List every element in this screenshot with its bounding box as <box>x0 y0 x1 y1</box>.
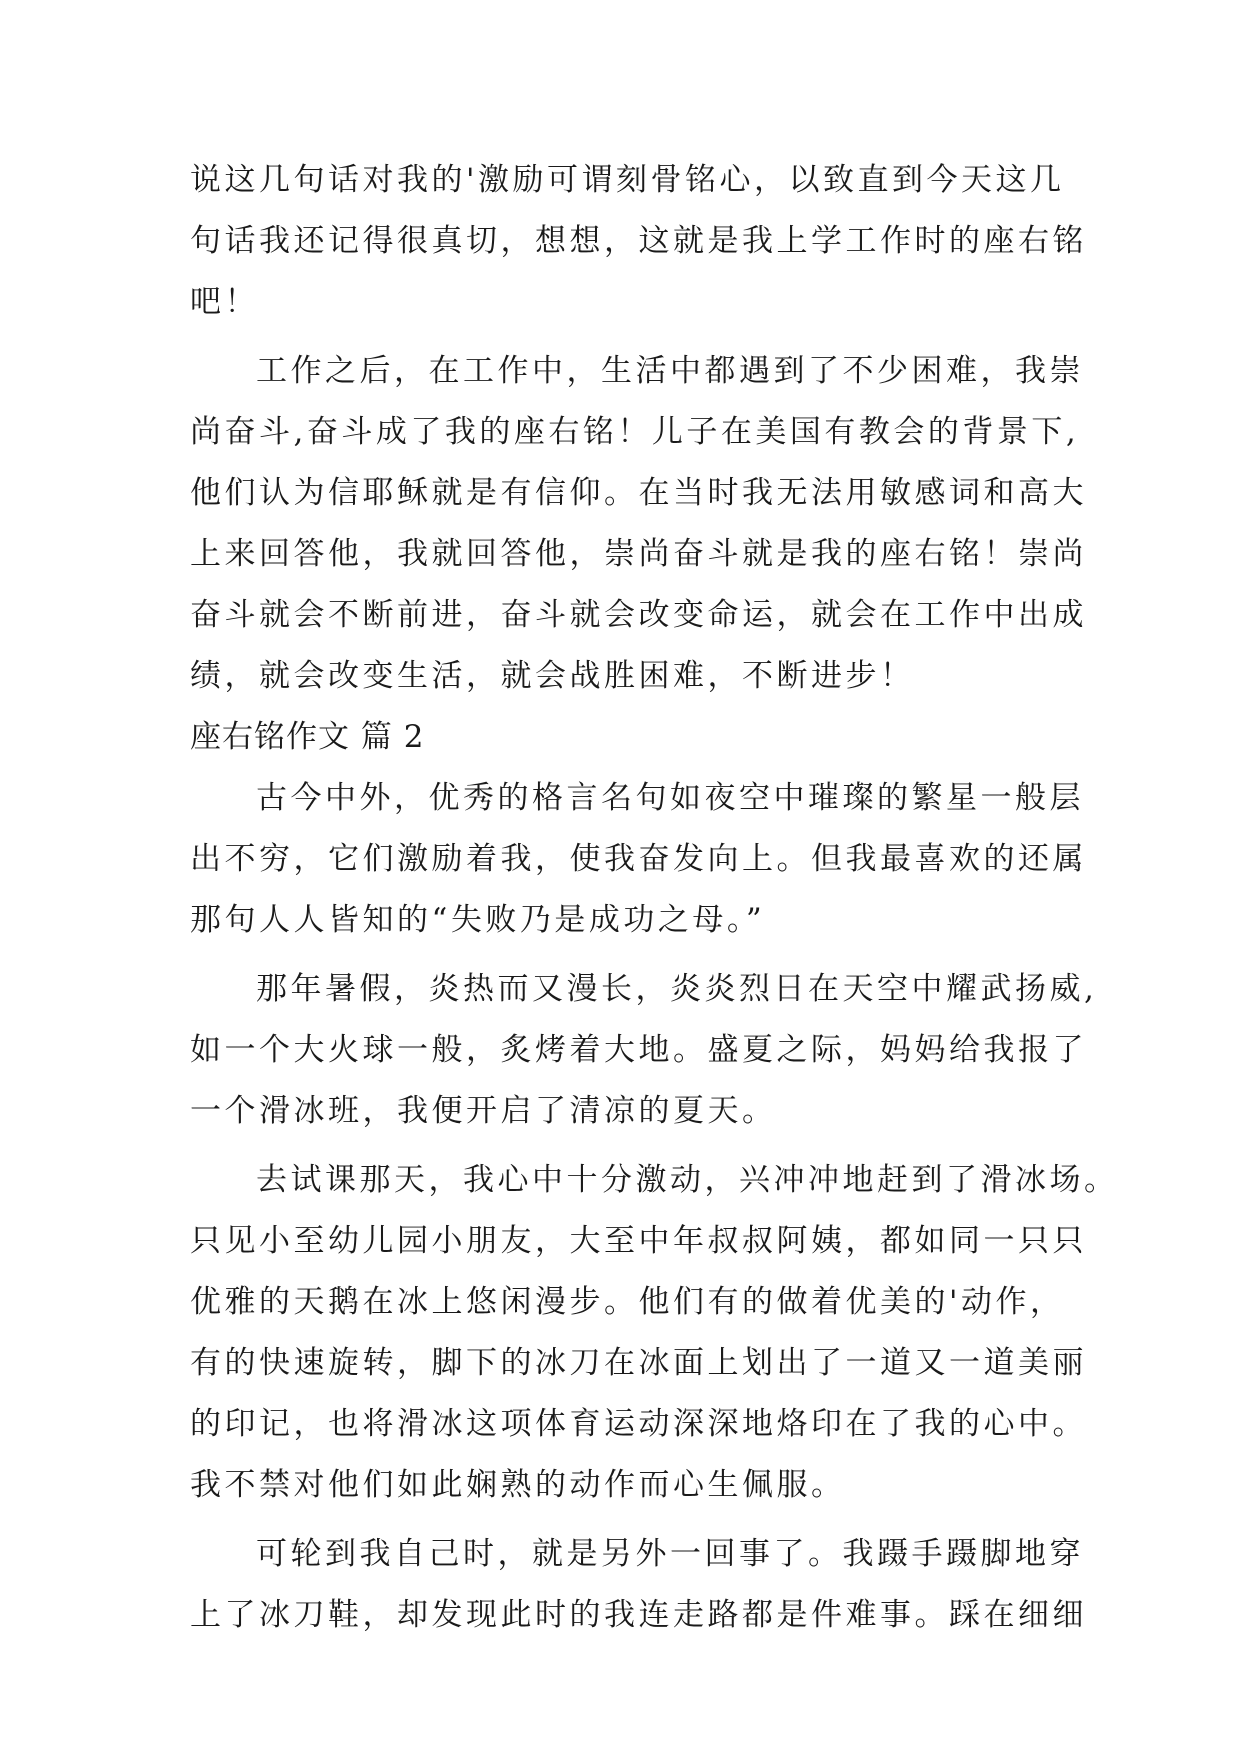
text-line: 可轮到我自己时，就是另外一回事了。我蹑手蹑脚地穿 <box>256 1536 1084 1572</box>
paragraph <box>190 768 1087 951</box>
text-line: 他们认为信耶稣就是有信仰。在当时我无法用敏感词和高大 <box>190 475 1087 511</box>
text-line: 上了冰刀鞋，却发现此时的我连走路都是件难事。踩在细细 <box>190 1597 1087 1633</box>
paragraph <box>190 1150 1119 1516</box>
text-line: 只见小至幼儿园小朋友，大至中年叔叔阿姨，都如同一只只 <box>190 1223 1087 1259</box>
text-line: 的印记，也将滑冰这项体育运动深深地烙印在了我的心中。 <box>190 1406 1087 1442</box>
text-line: 说这几句话对我的'激励可谓刻骨铭心，以致直到今天这几 <box>190 162 1065 198</box>
text-line: 古今中外，优秀的格言名句如夜空中璀璨的繁星一般层 <box>256 780 1084 816</box>
text-line: 上来回答他，我就回答他，崇尚奋斗就是我的座右铭！崇尚 <box>190 536 1087 572</box>
text-line: 句话我还记得很真切，想想，这就是我上学工作时的座右铭 <box>190 223 1087 259</box>
text-line: 出不穷，它们激励着我，使我奋发向上。但我最喜欢的还属 <box>190 841 1087 877</box>
paragraph <box>190 1524 1087 1646</box>
text-line: 去试课那天，我心中十分激动，兴冲冲地赶到了滑冰场。 <box>256 1162 1119 1198</box>
text-line: 绩，就会改变生活，就会战胜困难，不断进步！ <box>190 658 915 694</box>
paragraph <box>190 150 1087 333</box>
text-line: 奋斗就会不断前进，奋斗就会改变命运，就会在工作中出成 <box>190 597 1087 633</box>
text-line: 有的快速旋转，脚下的冰刀在冰面上划出了一道又一道美丽 <box>190 1345 1087 1381</box>
text-line: 工作之后，在工作中，生活中都遇到了不少困难，我崇 <box>256 353 1084 389</box>
document-body <box>190 150 1119 1646</box>
text-line: 那年暑假，炎热而又漫长，炎炎烈日在天空中耀武扬威, <box>256 971 1098 1007</box>
text-line: 如一个大火球一般，炙烤着大地。盛夏之际，妈妈给我报了 <box>190 1032 1087 1068</box>
text-line: 优雅的天鹅在冰上悠闲漫步。他们有的做着优美的'动作， <box>190 1284 1065 1320</box>
text-line: 那句人人皆知的“失败乃是成功之母。” <box>190 902 766 938</box>
text-line: 吧！ <box>190 284 259 320</box>
paragraph <box>190 341 1087 707</box>
paragraph <box>190 959 1098 1142</box>
section-heading: 座右铭作文 篇 2 <box>190 719 425 755</box>
text-line: 我不禁对他们如此娴熟的动作而心生佩服。 <box>190 1467 846 1503</box>
text-line: 一个滑冰班，我便开启了清凉的夏天。 <box>190 1093 777 1129</box>
text-line: 尚奋斗,奋斗成了我的座右铭！儿子在美国有教会的背景下, <box>190 414 1080 450</box>
